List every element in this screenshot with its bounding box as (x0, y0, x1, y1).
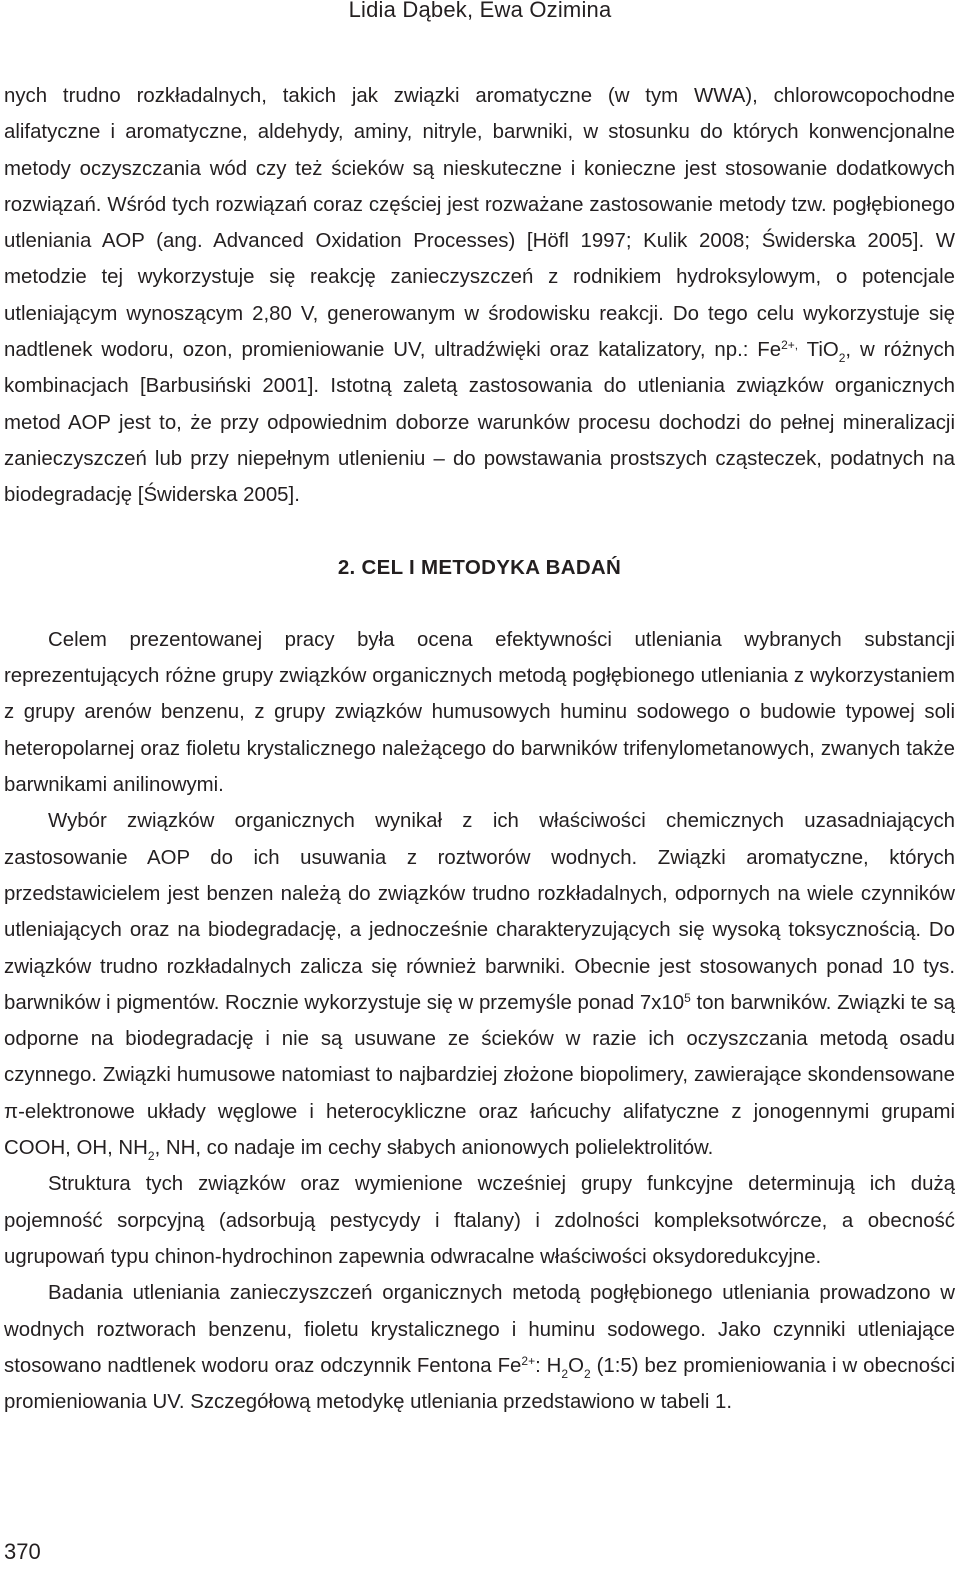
text-run: nych trudno rozkładalnych, takich jak związki aromatyczne (w tym WWA), chlorowcopochodne alifatyczne i aromatyczne, aldehydy, aminy, nitryle, barwniki, w stosunku do których konwencjonalne metody oczyszczania wód czy też ścieków są nieskuteczne i konieczne jest stosowanie dodatkowych rozwiązań. Wśród tych rozwiązań coraz częściej jest rozważane zastosowanie metody tzw. pogłębionego utleniania AOP (ang. Advanced Oxidation Processes) [Höfl 1997; Kulik 2008; Świderska 2005]. W metodzie tej wykorzystuje się reakcję zanieczyszczeń z rodnikiem hydroksylowym, o potencjale utleniającym wynoszącym 2,80 V, generowanym w środowisku reakcji. Do tego celu wykorzystuje się nadtlenek wodoru, ozon, promieniowanie UV, ultradźwięki oraz katalizatory, np.: Fe (4, 85, 955, 362)
superscript: 5 (684, 990, 691, 1005)
subscript: 2 (583, 1366, 591, 1381)
text-run: (1:5) bez promieniowania i w obecności promieniowania UV. Szczegółową metodykę utleniania przedstawiono w tabeli 1. (4, 1354, 955, 1414)
paragraph-structure: Struktura tych związków oraz wymienione wcześniej grupy funkcyjne determinują ich dużą pojemność sorpcyjną (adsorbują pestycydy i ftalany) i zdolności kompleksotwórcze, a obecność ugrupowań typu chinon-hydrochinon zapewnia odwracalne właściwości oksydoredukcyjne. (4, 1173, 955, 1268)
text-run: O (568, 1354, 584, 1377)
article-body (4, 78, 955, 1420)
paragraph-intro (4, 78, 955, 514)
subscript: 2 (838, 351, 846, 366)
text-run: ton barwników. Związki te są odporne na biodegradację i nie są usuwane ze ścieków w razie ich oczyszczania metodą osadu czynnego. Związki humusowe natomiast to najbardziej złożone biopolimery, zawierające skondensowane π-elektronowe układy węglowe i heterocykliczne oraz łańcuchy alifatyczne z jonogennymi grupami COOH, OH, NH (4, 991, 955, 1160)
superscript: 2+, (781, 338, 799, 353)
paragraph-methods (4, 1275, 955, 1420)
paragraph-aim: Celem prezentowanej pracy była ocena efektywności utleniania wybranych substancji reprezentujących różne grupy związków organicznych metodą pogłębionego utleniania z wykorzystaniem z grupy arenów benzenu, z grupy związków humusowych huminu sodowego o budowie typowej soli heteropolarnej oraz fioletu krystalicznego należącego do barwników trifenylometanowych, zwanych także barwnikami anilinowymi. (4, 628, 955, 797)
text-run: TiO (798, 339, 839, 362)
text-run: : H (535, 1354, 562, 1377)
section-heading: 2. CEL I METODYKA BADAŃ (337, 555, 622, 579)
text-run: Badania utleniania zanieczyszczeń organicznych metodą pogłębionego utleniania prowadzono w wodnych roztworach benzenu, fioletu krystalicznego i huminu sodowego. Jako czynniki utleniające stosowano nadtlenek wodoru oraz odczynnik Fentona Fe (4, 1282, 955, 1377)
subscript: 2 (561, 1366, 569, 1381)
running-header: Lidia Dąbek, Ewa Ozimina (348, 0, 612, 22)
paragraph-compound-selection (4, 803, 955, 1166)
text-run: , NH, co nadaje im cechy słabych anionowych polielektrolitów. (154, 1137, 714, 1160)
subscript: 2 (147, 1149, 155, 1164)
text-run: Wybór związków organicznych wynikał z ich właściwości chemicznych uzasadniających zastosowanie AOP do ich usuwania z roztworów wodnych. Związki aromatyczne, których przedstawicielem jest benzen należą do związków trudno rozkładalnych, odpornych na wiele czynników utleniających oraz na biodegradację, a jednocześnie charakteryzujących się wysoką toksycznością. Do związków trudno rozkładalnych zalicza się również barwniki. Obecnie jest stosowanych ponad 10 tys. barwników i pigmentów. Rocznie wykorzystuje się w przemyśle ponad 7x10 (4, 810, 955, 1014)
text-run: , w różnych kombinacjach [Barbusiński 2001]. Istotną zaletą zastosowania do utleniania związków organicznych metod AOP jest to, że przy odpowiednim doborze warunków procesu dochodzi do pełnej mineralizacji zanieczyszczeń lub przy niepełnym utlenieniu – do powstawania prostszych cząsteczek, podatnych na biodegradację [Świderska 2005]. (4, 339, 955, 507)
superscript: 2+ (521, 1353, 536, 1368)
page-number: 370 (4, 1539, 41, 1564)
